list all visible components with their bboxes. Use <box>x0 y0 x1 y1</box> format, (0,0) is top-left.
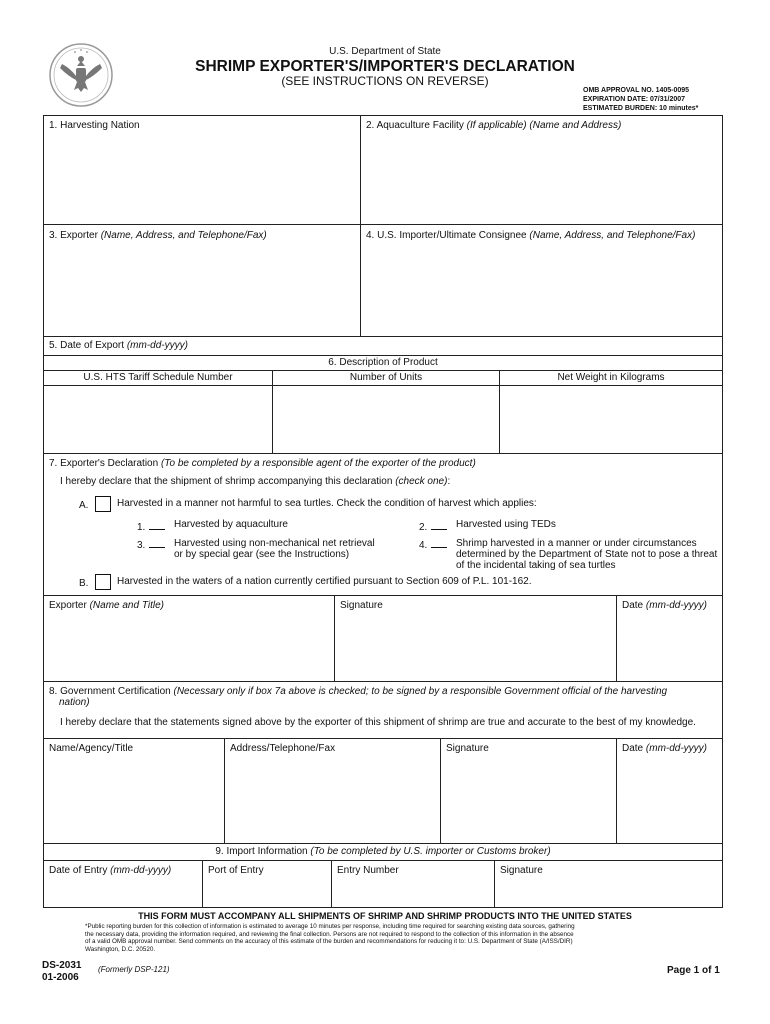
option-a-checkbox[interactable] <box>95 496 111 512</box>
page-number: Page 1 of 1 <box>667 965 720 976</box>
burden-statement-line-2: the necessary data, providing the information required, and reviewing the final collection. Persons are not required to respond to the collection of this information in the absence <box>85 930 574 938</box>
exporters-declaration-label <box>49 458 476 469</box>
exporter-label-main: 3. Exporter <box>49 230 101 241</box>
condition-option-2-number: 2. <box>419 522 428 533</box>
exporter-date-label-hint: (mm-dd-yyyy) <box>645 600 708 611</box>
gov-address-label: Address/Telephone/Fax <box>230 743 336 754</box>
gov-date-label-hint: (mm-dd-yyyy) <box>645 743 708 754</box>
gov-date-field[interactable] <box>616 738 722 843</box>
condition-option-3-text <box>174 538 375 560</box>
aquaculture-facility-label-main: 2. Aquaculture Facility <box>366 120 467 131</box>
date-of-export-label-hint: (mm-dd-yyyy) <box>126 340 188 351</box>
exporters-declaration-label-main: 7. Exporter's Declaration <box>49 458 161 469</box>
gov-name-agency-title-label: Name/Agency/Title <box>49 743 134 754</box>
net-weight-input[interactable] <box>499 385 722 453</box>
condition-option-3-line-1: Harvested using non-mechanical net retrieval <box>174 538 375 549</box>
burden-statement <box>85 923 575 953</box>
gov-signature-label: Signature <box>446 743 489 754</box>
import-signature-label: Signature <box>500 865 543 876</box>
omb-block <box>583 86 698 113</box>
import-information-header <box>44 843 722 860</box>
exporter-field[interactable] <box>44 224 360 336</box>
date-of-entry-field[interactable] <box>44 860 202 907</box>
gov-date-label-main: Date <box>622 743 646 754</box>
aquaculture-facility-field[interactable] <box>360 116 722 224</box>
condition-option-4-line-3: of the incidental taking of sea turtles <box>456 560 616 571</box>
option-b-checkbox[interactable] <box>95 574 111 590</box>
form-title: SHRIMP EXPORTER'S/IMPORTER'S DECLARATION <box>195 58 575 75</box>
condition-option-3 <box>137 538 168 551</box>
declaration-statement-hint: (check one) <box>395 476 448 487</box>
exporters-declaration-label-hint: (To be completed by a responsible agent of the exporter of the product) <box>160 458 476 469</box>
government-certification-section <box>44 681 722 738</box>
import-information-header-hint: (To be completed by U.S. importer or Customs broker) <box>310 846 551 857</box>
declaration-statement-main: I hereby declare that the shipment of shrimp accompanying this declaration <box>60 476 396 487</box>
omb-burden: ESTIMATED BURDEN: 10 minutes* <box>583 105 699 112</box>
entry-number-label: Entry Number <box>337 865 399 876</box>
option-b-text: Harvested in the waters of a nation currently certified pursuant to Section 609 of P.L. 101-162. <box>117 576 532 587</box>
aquaculture-facility-label <box>366 120 621 131</box>
us-importer-label <box>366 230 695 241</box>
burden-statement-line-4: Washington, D.C. 20520. <box>85 945 156 953</box>
option-a-text: Harvested in a manner not harmful to sea turtles. Check the condition of harvest which applies: <box>117 498 537 509</box>
date-of-entry-label-hint: (mm-dd-yyyy) <box>110 865 172 876</box>
condition-option-2-blank[interactable] <box>431 520 447 530</box>
gov-address-field[interactable] <box>224 738 440 843</box>
government-certification-label <box>49 686 667 708</box>
declaration-statement-colon: : <box>447 476 451 487</box>
condition-option-1-blank[interactable] <box>149 520 165 530</box>
exporter-date-field[interactable] <box>616 595 722 681</box>
condition-option-4-blank[interactable] <box>431 538 447 548</box>
number-of-units-input[interactable] <box>272 385 499 453</box>
government-certification-label-main: 8. Government Certification <box>49 686 174 697</box>
option-b-letter: B. <box>79 578 89 589</box>
gov-signature-field[interactable] <box>440 738 616 843</box>
government-declaration-statement: I hereby declare that the statements signed above by the exporter of this shipment of shrimp are true and accurate to the best of my knowledge. <box>60 717 696 728</box>
exporters-declaration-section <box>44 453 722 595</box>
condition-option-4 <box>419 538 450 551</box>
import-information-header-main: 9. Import Information <box>215 846 311 857</box>
condition-option-4-line-1: Shrimp harvested in a manner or under circumstances <box>456 538 697 549</box>
port-of-entry-field[interactable] <box>202 860 331 907</box>
gov-date-label <box>622 743 707 754</box>
condition-option-1 <box>137 520 168 533</box>
condition-option-4-line-2: determined by the Department of State not to pose a threat <box>456 549 718 560</box>
exporter-label-hint: (Name, Address, and Telephone/Fax) <box>100 230 267 241</box>
port-of-entry-label: Port of Entry <box>208 865 264 876</box>
option-a-letter: A. <box>79 500 89 511</box>
exporter-name-title-label-main: Exporter <box>49 600 90 611</box>
exporter-date-label-main: Date <box>622 600 646 611</box>
form-number: DS-2031 <box>42 960 82 971</box>
department-name: U.S. Department of State <box>329 46 441 57</box>
shipment-notice: THIS FORM MUST ACCOMPANY ALL SHIPMENTS OF SHRIMP AND SHRIMP PRODUCTS INTO THE UNITED STATES <box>138 911 632 921</box>
aquaculture-facility-label-hint: (If applicable) (Name and Address) <box>466 120 622 131</box>
omb-expiration: EXPIRATION DATE: 07/31/2007 <box>583 96 686 103</box>
declaration-statement <box>60 476 450 487</box>
exporter-name-title-label-hint: (Name and Title) <box>89 600 164 611</box>
condition-option-4-number: 4. <box>419 540 428 551</box>
date-of-export-label <box>49 340 188 351</box>
condition-option-2-text: Harvested using TEDs <box>456 519 556 530</box>
net-weight-column-header: Net Weight in Kilograms <box>499 370 722 385</box>
import-signature-field[interactable] <box>494 860 722 907</box>
condition-option-3-number: 3. <box>137 540 146 551</box>
description-of-product-header: 6. Description of Product <box>44 355 722 370</box>
exporter-date-label <box>622 600 707 611</box>
harvesting-nation-label: 1. Harvesting Nation <box>49 120 140 131</box>
exporter-name-title-label <box>49 600 164 611</box>
condition-option-1-number: 1. <box>137 522 146 533</box>
government-certification-label-hint: (Necessary only if box 7a above is checked; to be signed by a responsible Government official of the harvesting <box>173 686 668 697</box>
burden-statement-line-1: *Public reporting burden for this collection of information is estimated to average 10 minutes per response, including time required for searching existing data sources, gathering <box>85 923 575 930</box>
hts-tariff-column-header: U.S. HTS Tariff Schedule Number <box>44 370 272 385</box>
us-importer-field[interactable] <box>360 224 722 336</box>
condition-option-1-text: Harvested by aquaculture <box>174 519 288 530</box>
form-body <box>43 115 723 908</box>
us-importer-label-hint: (Name, Address, and Telephone/Fax) <box>529 230 696 241</box>
form-subtitle: (SEE INSTRUCTIONS ON REVERSE) <box>281 74 489 88</box>
government-certification-label-line-1 <box>49 686 667 697</box>
condition-option-2 <box>419 520 450 533</box>
date-of-entry-label-main: Date of Entry <box>49 865 111 876</box>
date-of-entry-label <box>49 865 171 876</box>
harvesting-nation-field[interactable] <box>44 116 360 224</box>
gov-name-agency-title-field[interactable] <box>44 738 224 843</box>
date-of-export-label-main: 5. Date of Export <box>49 340 127 351</box>
date-of-export-field[interactable] <box>44 336 722 355</box>
us-importer-label-main: 4. U.S. Importer/Ultimate Consignee <box>366 230 530 241</box>
form-number-block <box>42 960 81 984</box>
entry-number-field[interactable] <box>331 860 494 907</box>
exporter-signature-field[interactable] <box>334 595 616 681</box>
government-certification-label-line-2: nation) <box>59 697 90 708</box>
number-of-units-column-header: Number of Units <box>272 370 499 385</box>
omb-approval: OMB APPROVAL NO. 1405-0095 <box>583 87 690 94</box>
exporter-signature-label: Signature <box>340 600 383 611</box>
condition-option-4-text <box>456 538 717 571</box>
formerly-note: (Formerly DSP-121) <box>98 965 170 974</box>
condition-option-3-blank[interactable] <box>149 538 165 548</box>
hts-tariff-input[interactable] <box>44 385 272 453</box>
condition-option-3-line-2: or by special gear (see the Instructions) <box>174 549 350 560</box>
exporter-label <box>49 230 267 241</box>
exporter-name-title-field[interactable] <box>44 595 334 681</box>
burden-statement-line-3: of a valid OMB approval number. Send comments on the accuracy of this estimate of the burden and recommendations for reducing it to: U.S. Department of State (A/ISS/DIR) <box>85 938 573 946</box>
form-revision-date: 01-2006 <box>42 972 79 983</box>
